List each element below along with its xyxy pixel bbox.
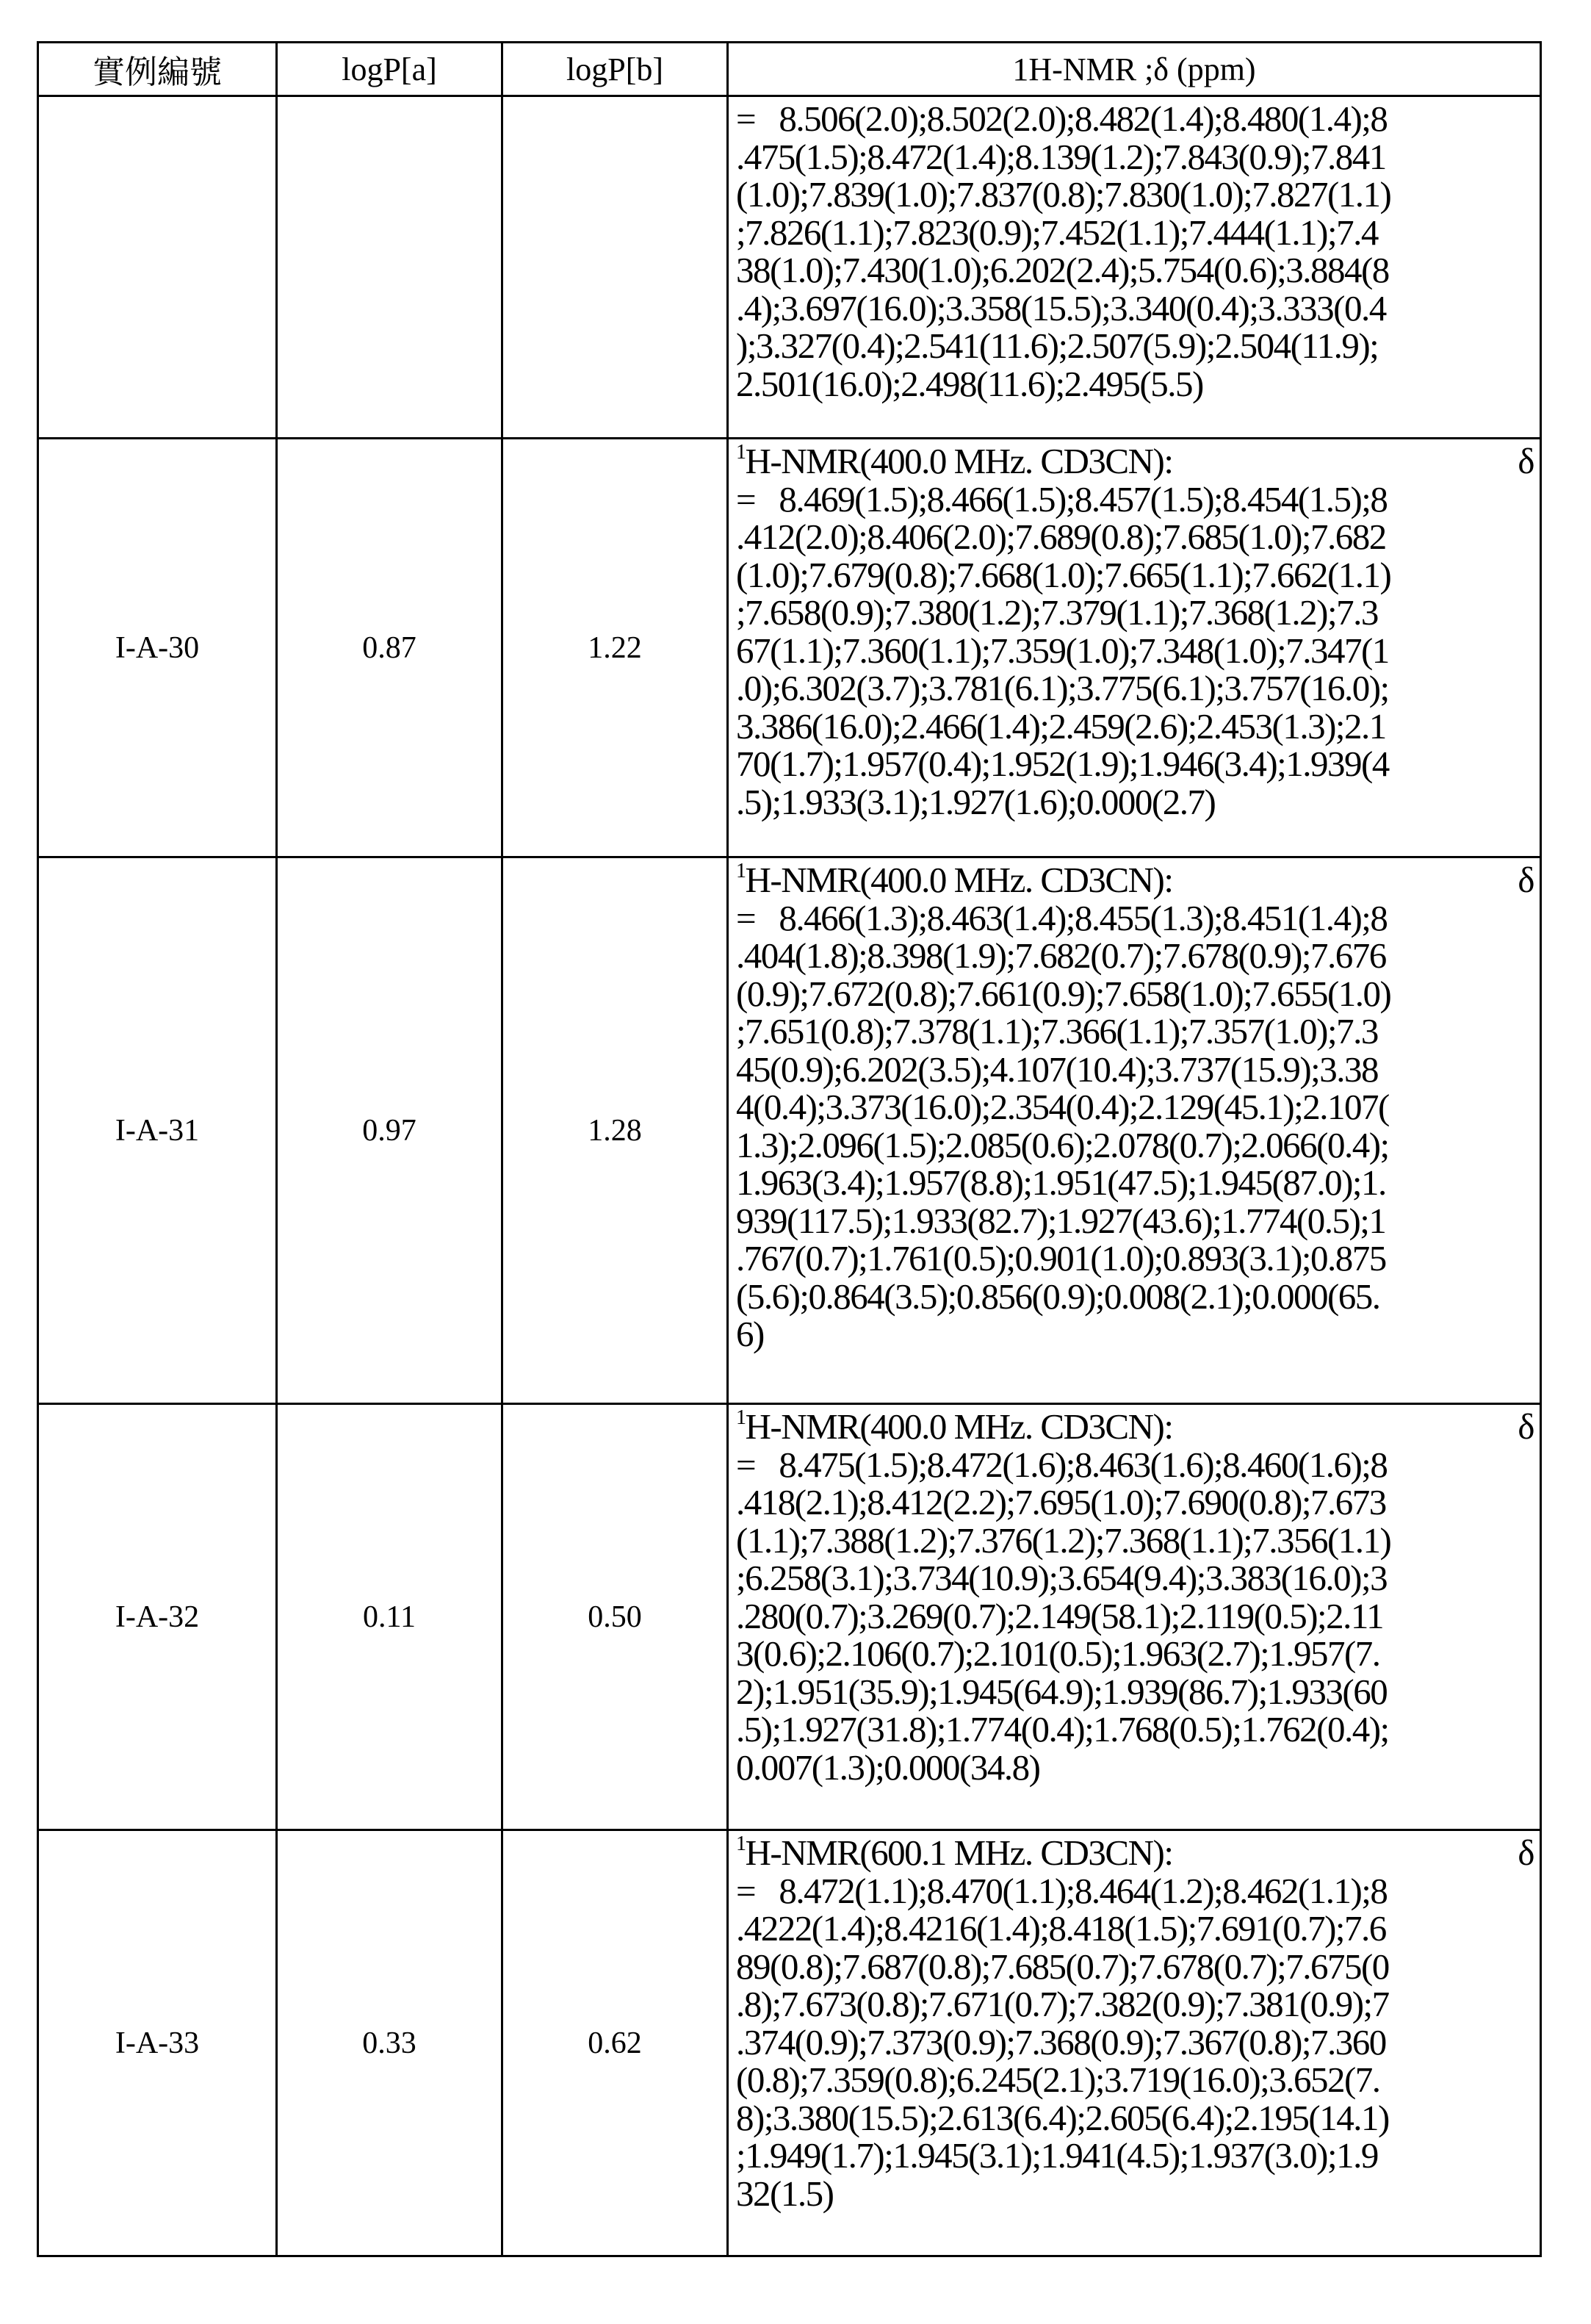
example-number-cell: I-A-31 xyxy=(38,857,277,1404)
nmr-line: 2);1.951(35.9);1.945(64.9);1.939(86.7);1.933(60 xyxy=(736,1673,1534,1711)
nmr-conditions: H-NMR(400.0 MHz. CD3CN): xyxy=(746,1406,1173,1447)
nmr-line: ;6.258(3.1);3.734(10.9);3.654(9.4);3.383(16.0);3 xyxy=(736,1559,1534,1597)
nmr-line: 1.3);2.096(1.5);2.085(0.6);2.078(0.7);2.066(0.4); xyxy=(736,1126,1534,1165)
logp-a-cell: 0.33 xyxy=(277,1830,502,2256)
nmr-line: 45(0.9);6.202(3.5);4.107(10.4);3.737(15.9);3.38 xyxy=(736,1051,1534,1089)
logp-b-cell xyxy=(502,96,728,439)
nmr-line: ;1.949(1.7);1.945(3.1);1.941(4.5);1.937(3.0);1.9 xyxy=(736,2137,1534,2175)
logp-b-cell: 1.28 xyxy=(502,857,728,1404)
superscript-1: 1 xyxy=(736,1832,746,1855)
nmr-line: ;7.651(0.8);7.378(1.1);7.366(1.1);7.357(1.0);7.3 xyxy=(736,1012,1534,1051)
delta-symbol: δ xyxy=(1518,1834,1534,1872)
nmr-line: = 8.469(1.5);8.466(1.5);8.457(1.5);8.454(1.5);8 xyxy=(736,481,1534,519)
table-row xyxy=(38,1830,1541,2256)
nmr-line: 939(117.5);1.933(82.7);1.927(43.6);1.774(0.5);1 xyxy=(736,1202,1534,1240)
logp-b-cell: 0.62 xyxy=(502,1830,728,2256)
nmr-line: .280(0.7);3.269(0.7);2.149(58.1);2.119(0.5);2.11 xyxy=(736,1597,1534,1636)
nmr-line: .404(1.8);8.398(1.9);7.682(0.7);7.678(0.9);7.676 xyxy=(736,937,1534,975)
nmr-header-line xyxy=(736,1408,1534,1446)
nmr-line: 6) xyxy=(736,1315,1534,1353)
nmr-line: 89(0.8);7.687(0.8);7.685(0.7);7.678(0.7);7.675(0 xyxy=(736,1948,1534,1986)
nmr-line: 3.386(16.0);2.466(1.4);2.459(2.6);2.453(1.3);2.1 xyxy=(736,708,1534,746)
nmr-conditions: H-NMR(400.0 MHz. CD3CN): xyxy=(746,441,1173,481)
nmr-line: .4222(1.4);8.4216(1.4);8.418(1.5);7.691(0.7);7.6 xyxy=(736,1910,1534,1948)
nmr-line: .412(2.0);8.406(2.0);7.689(0.8);7.685(1.0);7.682 xyxy=(736,518,1534,556)
logp-a-cell: 0.87 xyxy=(277,439,502,857)
logp-b-cell: 1.22 xyxy=(502,439,728,857)
nmr-line: (5.6);0.864(3.5);0.856(0.9);0.008(2.1);0.000(65. xyxy=(736,1278,1534,1316)
nmr-line: .0);6.302(3.7);3.781(6.1);3.775(6.1);3.757(16.0); xyxy=(736,669,1534,708)
header-nmr: 1H-NMR ;δ (ppm) xyxy=(728,43,1541,96)
nmr-header-line xyxy=(736,861,1534,899)
nmr-line: .5);1.933(3.1);1.927(1.6);0.000(2.7) xyxy=(736,783,1534,821)
example-number-cell: I-A-33 xyxy=(38,1830,277,2256)
nmr-header-line xyxy=(736,442,1534,481)
nmr-line: = 8.475(1.5);8.472(1.6);8.463(1.6);8.460(1.6);8 xyxy=(736,1446,1534,1484)
table-header-row xyxy=(38,43,1541,96)
nmr-line: .475(1.5);8.472(1.4);8.139(1.2);7.843(0.9);7.841 xyxy=(736,138,1534,176)
nmr-header-line xyxy=(736,1834,1534,1872)
nmr-line: (1.0);7.679(0.8);7.668(1.0);7.665(1.1);7.662(1.1) xyxy=(736,556,1534,594)
nmr-cell xyxy=(728,857,1541,1404)
nmr-line: 67(1.1);7.360(1.1);7.359(1.0);7.348(1.0);7.347(1 xyxy=(736,632,1534,670)
nmr-line: = 8.466(1.3);8.463(1.4);8.455(1.3);8.451(1.4);8 xyxy=(736,899,1534,938)
superscript-1: 1 xyxy=(736,1406,746,1429)
nmr-conditions: H-NMR(600.1 MHz. CD3CN): xyxy=(746,1832,1173,1873)
nmr-line: 4(0.4);3.373(16.0);2.354(0.4);2.129(45.1);2.107( xyxy=(736,1088,1534,1126)
header-logp-b: logP[b] xyxy=(502,43,728,96)
nmr-line: .418(2.1);8.412(2.2);7.695(1.0);7.690(0.8);7.673 xyxy=(736,1483,1534,1522)
nmr-line: .374(0.9);7.373(0.9);7.368(0.9);7.367(0.8);7.360 xyxy=(736,2023,1534,2062)
nmr-line: 38(1.0);7.430(1.0);6.202(2.4);5.754(0.6);3.884(8 xyxy=(736,251,1534,289)
logp-a-cell: 0.11 xyxy=(277,1404,502,1830)
nmr-data-table xyxy=(37,41,1542,2257)
nmr-line: = 8.472(1.1);8.470(1.1);8.464(1.2);8.462(1.1);8 xyxy=(736,1872,1534,1910)
nmr-line: = 8.506(2.0);8.502(2.0);8.482(1.4);8.480(1.4);8 xyxy=(736,100,1534,138)
nmr-line: (0.8);7.359(0.8);6.245(2.1);3.719(16.0);3.652(7. xyxy=(736,2061,1534,2099)
table-row xyxy=(38,439,1541,857)
nmr-cell xyxy=(728,439,1541,857)
table-row xyxy=(38,1404,1541,1830)
nmr-line: (1.0);7.839(1.0);7.837(0.8);7.830(1.0);7.827(1.1) xyxy=(736,176,1534,214)
logp-a-cell: 0.97 xyxy=(277,857,502,1404)
nmr-cell xyxy=(728,1404,1541,1830)
nmr-cell xyxy=(728,1830,1541,2256)
example-number-cell: I-A-30 xyxy=(38,439,277,857)
nmr-line: ;7.658(0.9);7.380(1.2);7.379(1.1);7.368(1.2);7.3 xyxy=(736,594,1534,632)
nmr-line: .8);7.673(0.8);7.671(0.7);7.382(0.9);7.381(0.9);7 xyxy=(736,1985,1534,2023)
nmr-line: 32(1.5) xyxy=(736,2175,1534,2213)
nmr-conditions: H-NMR(400.0 MHz. CD3CN): xyxy=(746,860,1173,900)
nmr-line: 8);3.380(15.5);2.613(6.4);2.605(6.4);2.195(14.1) xyxy=(736,2099,1534,2137)
nmr-line: );3.327(0.4);2.541(11.6);2.507(5.9);2.504(11.9); xyxy=(736,327,1534,365)
logp-a-cell xyxy=(277,96,502,439)
table-row xyxy=(38,857,1541,1404)
example-number-cell: I-A-32 xyxy=(38,1404,277,1830)
header-logp-a: logP[a] xyxy=(277,43,502,96)
delta-symbol: δ xyxy=(1518,1408,1534,1446)
nmr-line: (1.1);7.388(1.2);7.376(1.2);7.368(1.1);7.356(1.1) xyxy=(736,1522,1534,1560)
nmr-line: 3(0.6);2.106(0.7);2.101(0.5);1.963(2.7);1.957(7. xyxy=(736,1635,1534,1673)
nmr-line: .767(0.7);1.761(0.5);0.901(1.0);0.893(3.1);0.875 xyxy=(736,1240,1534,1278)
nmr-line: ;7.826(1.1);7.823(0.9);7.452(1.1);7.444(1.1);7.4 xyxy=(736,214,1534,252)
nmr-line: .4);3.697(16.0);3.358(15.5);3.340(0.4);3.333(0.4 xyxy=(736,289,1534,328)
nmr-line: .5);1.927(31.8);1.774(0.4);1.768(0.5);1.762(0.4); xyxy=(736,1710,1534,1749)
nmr-line: (0.9);7.672(0.8);7.661(0.9);7.658(1.0);7.655(1.0) xyxy=(736,975,1534,1013)
example-number-cell xyxy=(38,96,277,439)
superscript-1: 1 xyxy=(736,441,746,464)
nmr-line: 70(1.7);1.957(0.4);1.952(1.9);1.946(3.4);1.939(4 xyxy=(736,745,1534,783)
logp-b-cell: 0.50 xyxy=(502,1404,728,1830)
table-row xyxy=(38,96,1541,439)
header-example-number: 實例編號 xyxy=(38,43,277,96)
nmr-line: 1.963(3.4);1.957(8.8);1.951(47.5);1.945(87.0);1. xyxy=(736,1164,1534,1202)
nmr-line: 0.007(1.3);0.000(34.8) xyxy=(736,1749,1534,1787)
nmr-cell xyxy=(728,96,1541,439)
superscript-1: 1 xyxy=(736,860,746,882)
delta-symbol: δ xyxy=(1518,861,1534,899)
nmr-line: 2.501(16.0);2.498(11.6);2.495(5.5) xyxy=(736,365,1534,403)
delta-symbol: δ xyxy=(1518,442,1534,481)
